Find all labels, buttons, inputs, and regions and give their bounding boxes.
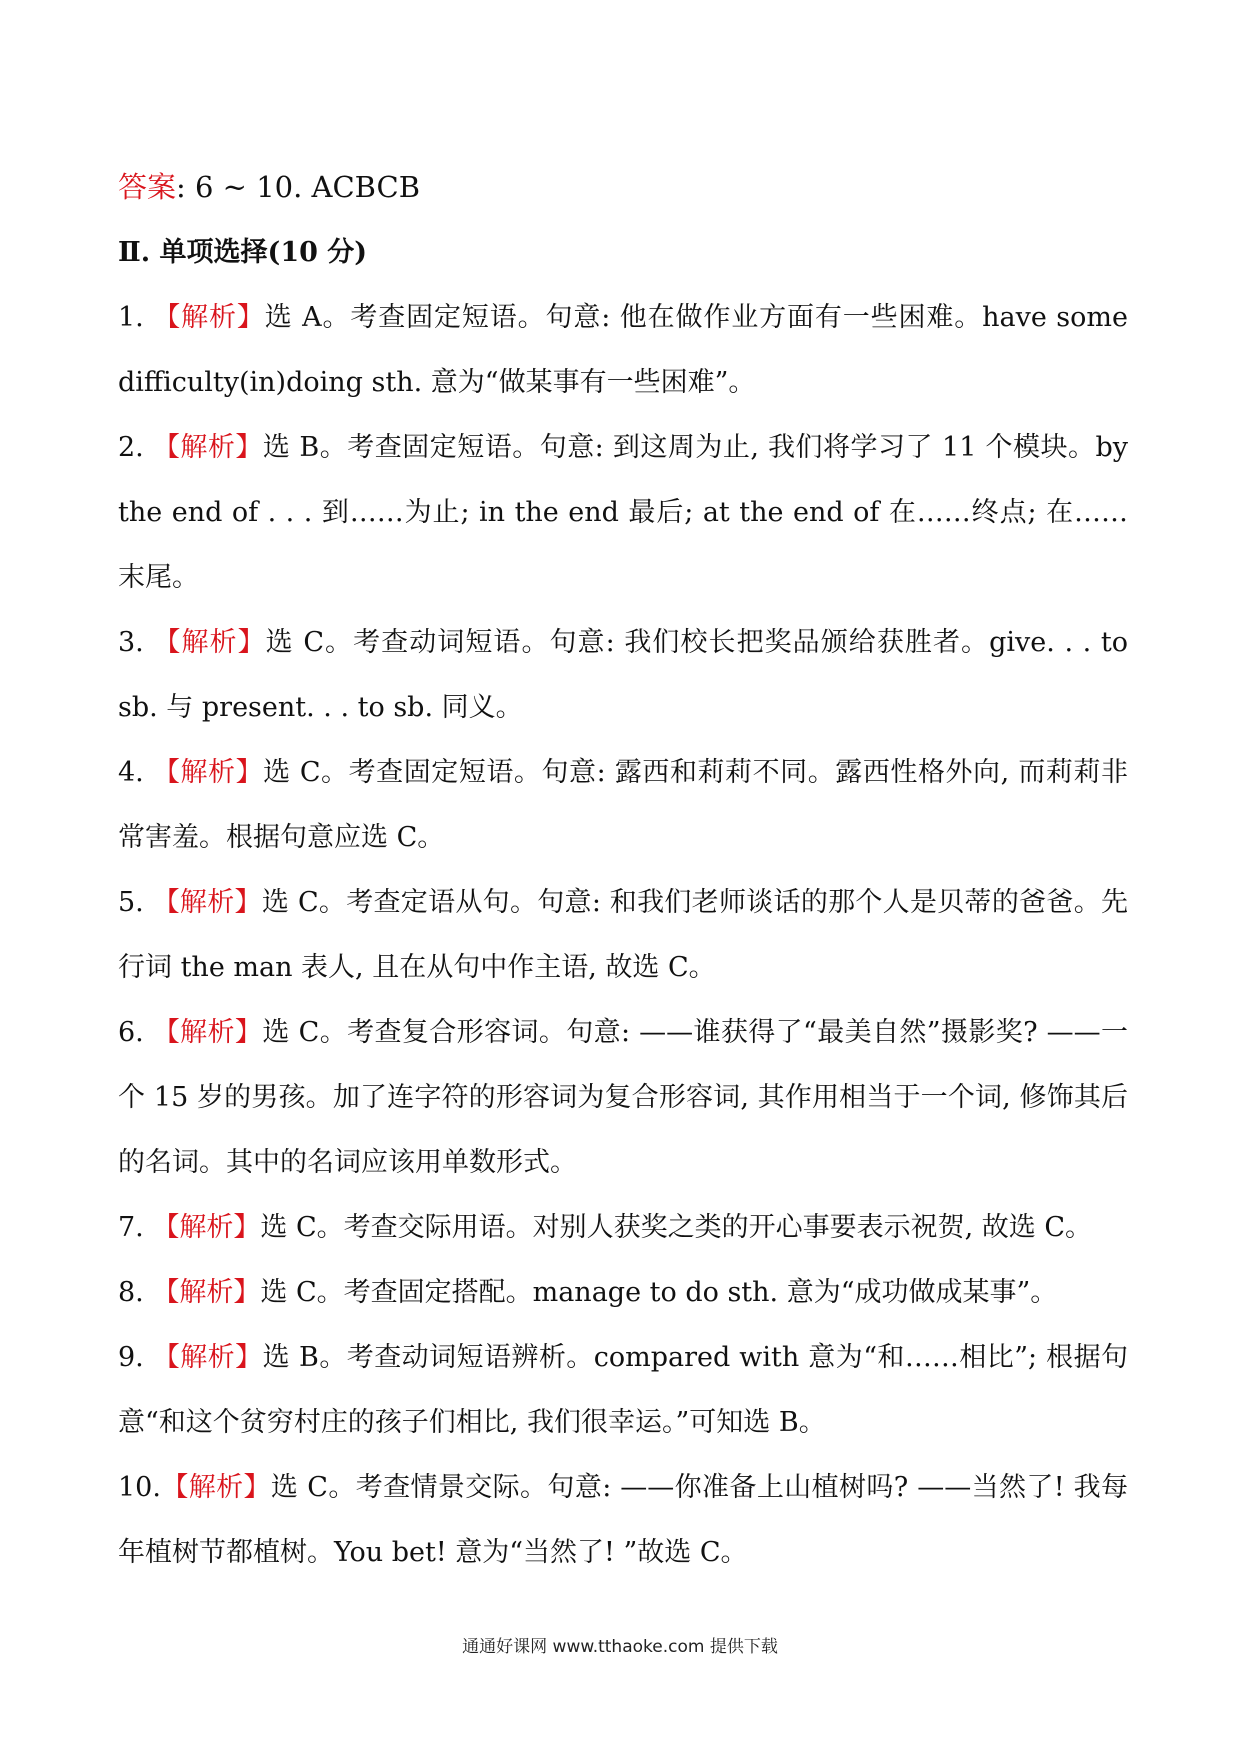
- analysis-tag: 【解析】: [153, 627, 266, 658]
- answer-label: 答案: [118, 170, 177, 204]
- analysis-tag: 【解析】: [160, 1472, 271, 1503]
- item-text: 选 C。考查交际用语。对别人获奖之类的开心事要表示祝贺, 故选 C。: [260, 1212, 1093, 1243]
- list-item: [118, 1000, 1128, 1195]
- analysis-tag: 【解析】: [152, 1342, 263, 1373]
- list-item: [118, 1260, 1128, 1325]
- item-text: 选 C。考查动词短语。句意: 我们校长把奖品颁给获胜者。give. . . to sb. 与 present. . . to sb. 同义。: [118, 627, 1128, 723]
- list-item: [118, 870, 1128, 1000]
- list-item: [118, 740, 1128, 870]
- list-item: [118, 1325, 1128, 1455]
- analysis-tag: 【解析】: [152, 1277, 261, 1308]
- item-list: [118, 285, 1128, 1585]
- answer-line: [118, 155, 1128, 220]
- item-text: 选 C。考查固定搭配。manage to do sth. 意为“成功做成某事”。: [260, 1277, 1058, 1308]
- list-item: [118, 1455, 1128, 1585]
- analysis-tag: 【解析】: [153, 302, 265, 333]
- analysis-tag: 【解析】: [152, 1212, 261, 1243]
- item-number: 2.: [118, 432, 144, 463]
- analysis-tag: 【解析】: [152, 432, 263, 463]
- list-item: [118, 415, 1128, 610]
- analysis-tag: 【解析】: [152, 1017, 263, 1048]
- item-text: 选 B。考查动词短语辨析。compared with 意为“和……相比”; 根据句意“和这个贫穷村庄的孩子们相比, 我们很幸运。”可知选 B。: [118, 1342, 1129, 1438]
- item-number: 10.: [118, 1472, 161, 1503]
- list-item: [118, 285, 1128, 415]
- item-text: 选 A。考查固定短语。句意: 他在做作业方面有一些困难。have some difficulty(in)doing sth. 意为“做某事有一些困难”。: [118, 302, 1128, 398]
- item-text: 选 C。考查定语从句。句意: 和我们老师谈话的那个人是贝蒂的爸爸。先行词 the man 表人, 且在从句中作主语, 故选 C。: [118, 887, 1129, 983]
- item-number: 5.: [118, 887, 144, 918]
- item-text: 选 C。考查复合形容词。句意: ——谁获得了“最美自然”摄影奖? ——一个 15 岁的男孩。加了连字符的形容词为复合形容词, 其作用相当于一个词, 修饰其后的名词。其中的名词应该用单数形式。: [118, 1017, 1128, 1178]
- item-text: 选 B。考查固定短语。句意: 到这周为止, 我们将学习了 11 个模块。by the end of . . . 到……为止; in the end 最后; at the end of 在……终点; 在……末尾。: [118, 432, 1128, 593]
- page-footer: 通通好课网 www.tthaoke.com 提供下载: [462, 1637, 778, 1657]
- content: [118, 155, 1128, 1585]
- item-number: 1.: [118, 302, 144, 333]
- answer-text: : 6 ~ 10. ACBCB: [176, 170, 421, 204]
- item-number: 9.: [118, 1342, 144, 1373]
- item-number: 8.: [118, 1277, 144, 1308]
- section-title: Ⅱ. 单项选择(10 分): [118, 237, 368, 268]
- item-number: 6.: [118, 1017, 144, 1048]
- item-text: 选 C。考查情景交际。句意: ——你准备上山植树吗? ——当然了! 我每年植树节都植树。You bet! 意为“当然了! ”故选 C。: [118, 1472, 1128, 1568]
- item-number: 7.: [118, 1212, 144, 1243]
- item-text: 选 C。考查固定短语。句意: 露西和莉莉不同。露西性格外向, 而莉莉非常害羞。根据句意应选 C。: [118, 757, 1128, 853]
- item-number: 4.: [118, 757, 144, 788]
- list-item: [118, 1195, 1128, 1260]
- list-item: [118, 610, 1128, 740]
- analysis-tag: 【解析】: [152, 757, 264, 788]
- analysis-tag: 【解析】: [152, 887, 262, 918]
- item-number: 3.: [118, 627, 144, 658]
